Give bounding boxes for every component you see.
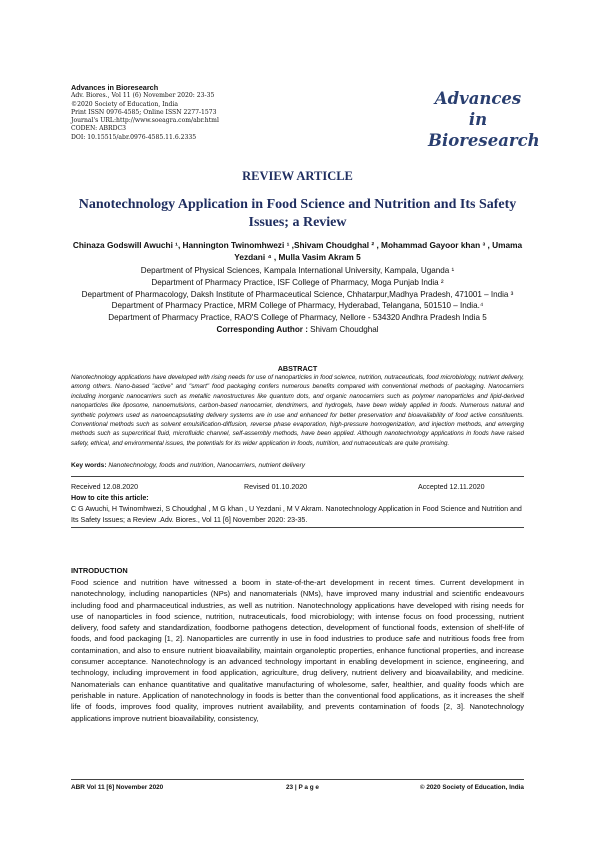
logo-line: Bioresearch [428, 131, 540, 150]
divider [71, 779, 524, 780]
article-title: Nanotechnology Application in Food Science and Nutrition and Its Safety Issues; a Review [78, 197, 517, 230]
divider [71, 476, 524, 477]
divider [71, 527, 524, 528]
header-line: DOI: 10.15515/abr.0976-4585.11.6.2335 [71, 133, 197, 141]
affiliation: Department of Pharmacy Practice, MRM College of Pharmacy, Hyderabad, Telangana, 501510 – India.⁴ [111, 301, 484, 311]
header-line: Print ISSN 0976-4585; Online ISSN 2277-1573 [71, 108, 217, 116]
keywords [71, 462, 524, 469]
corresponding-label: Corresponding Author : [216, 324, 308, 334]
citation-block [71, 493, 524, 526]
affiliation: Department of Pharmacy Practice, ISF College of Pharmacy, Moga Punjab India ² [151, 277, 444, 287]
body-text: Food science and nutrition have witnessed a boom in state-of-the-art development in recent times. Current development in nanotechnology, including nanoparticles (NPs) and nanomaterials (NMs), have improved many industrial and scientific endeavours including food and pharmaceutical industries, as well as nutrition. Nanotechnology applications have developed with rising needs for use of nanoparticles in food science, nutrition, nutraceuticals, food microbiology; with intense focus on food processing, nutrient delivery, food safety and standardization, foodborne pathogens detection, development of functional foods, extension of shelf-life of foods, and food packaging [1, 2]. Nanoparticles are currently in use in food industries to produce safe and nutritious foods free from contamination, and also to ensure nutrient bioavailability, maintain organoleptic properties, enhance functional properties, and increase consumer acceptance. Nanotechnology is an advanced technology important in enabling development in science, engineering, and technology, including improvement in food application, agriculture, drug delivery, nutrient delivery and bioavailability, and medicine. Nanomaterials can enhance quantitative and qualitative manufacturing of wholesome, safer, healthier, and quality foods which are perishable in nature. Application of nanotechnology in foods is better than the conventional food applications, as it increases the shelf life of foods, improves food quality, improves nutrient availability, and prevents contamination of foods [2, 3]. Nanotechnology applications improve nutrient bioavailability, consistency, [71, 578, 524, 723]
journal-name: Advances in Bioresearch [71, 83, 159, 92]
logo-line: Advances [434, 89, 522, 108]
citation-text: C G Awuchi, H Twinomhwezi, S Choudghal , M G khan , U Yezdani , M V Akram. Nanotechnology Application in Food Science and Nutrition and Its Safety Issues; a Review .Adv. Biores., Vol 11 [6] November 2020: 23-35. [71, 505, 522, 524]
section-heading: INTRODUCTION [71, 566, 128, 575]
citation-label: How to cite this article: [71, 494, 149, 502]
affiliation: Department of Pharmacy Practice, RAO'S College of Pharmacy, Nellore - 534320 Andhra Pradesh India 5 [108, 313, 487, 323]
header-line: CODEN: ABRDC3 [71, 125, 126, 133]
keywords-text: Nanotechnology, foods and nutrition, Nanocarriers, nutrient delivery [106, 462, 306, 469]
page-number: 23 | P a g e [286, 784, 319, 791]
header-line: Adv. Biores., Vol 11 (6) November 2020: 23-35 [71, 92, 215, 100]
accepted-date: Accepted 12.11.2020 [418, 483, 485, 491]
logo-line: in [468, 110, 488, 129]
affiliations [60, 265, 535, 336]
received-date: Received 12.08.2020 [71, 483, 139, 491]
author-list: Chinaza Godswill Awuchi ¹, Hannington Twinomhwezi ¹ ,Shivam Choudghal ² , Mohammad Gayoor khan ³ , Umama Yezdani ⁴ , Mulla Vasim Akram 5 [72, 240, 523, 262]
article-type: REVIEW ARTICLE [242, 169, 353, 183]
footer-left: ABR Vol 11 [6] November 2020 [71, 784, 164, 791]
journal-header [71, 84, 219, 142]
affiliation: Department of Physical Sciences, Kampala International University, Kampala, Uganda ¹ [140, 266, 455, 275]
journal-logo [428, 88, 540, 151]
corresponding-name: Shivam Choudghal [307, 324, 379, 334]
corresponding-author [60, 324, 535, 336]
header-line: ©2020 Society of Education, India [71, 100, 179, 108]
footer-right: © 2020 Society of Education, India [419, 784, 524, 791]
keywords-label: Key words: [71, 462, 107, 469]
abstract-text: Nanotechnology applications have developed with rising needs for use of nanoparticles in food science, nutrition, nutraceuticals, food microbiology, nutrient delivery, among others. Nano-based "active" and "smart" food packaging confers numerous benefits compared with conventional methods of packaging. Nanocarriers including inorganic nanocarriers such as metallic nanostructures like quantum dots, and organic nanocarriers such as polymer nanoparticles and lipid-derived nanoparticles like liposome, nanoemulsions, carbon-based nanocarrier, dendrimers, and hydrogels, have been widely applied in foods. Numerous natural and synthetic polymers used as nanoencapsulating delivery systems are in use and enhanced for better preservation and bioavailability of food active constituents. Conventional methods such as solvent emulsification-diffusion, reverse phase evaporation, high-pressure homogenization, and injection methods, and emerging methods such as supercritical fluid, microfluidic channel, self-assembly methods, have been applied. Although nanotechnology applications in foods have raised safety, ethical, and environmental issues, the potentials for its wider application in foods, nutrition, and nutraceuticals are quite promising. [71, 374, 524, 447]
abstract-heading: ABSTRACT [277, 364, 318, 373]
header-line: Journal's URL:http://www.soeagra.com/abr.html [71, 117, 219, 125]
affiliation: Department of Pharmacology, Daksh Institute of Pharmaceutical Science, Chhatarpur,Madhya Pradesh, 471001 – India ³ [81, 289, 514, 299]
revised-date: Revised 01.10.2020 [244, 483, 308, 491]
